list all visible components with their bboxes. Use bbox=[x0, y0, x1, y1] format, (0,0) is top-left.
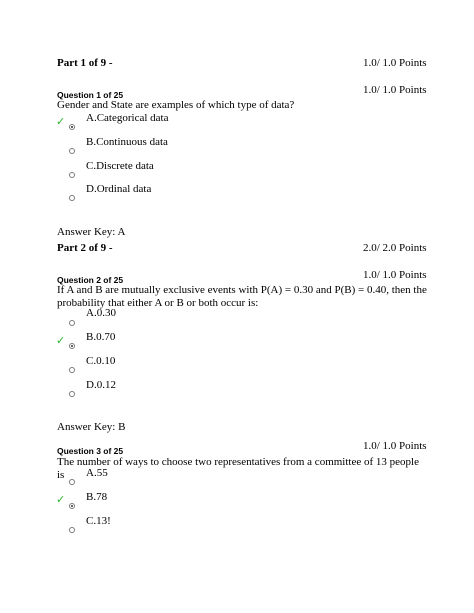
question-text: Gender and State are examples of which type of data? bbox=[57, 99, 295, 111]
question-label: Question 3 of 25 bbox=[57, 446, 124, 456]
part-title: Part 1 of 9 - bbox=[57, 57, 113, 69]
part-title: Part 2 of 9 - bbox=[57, 242, 113, 254]
question-text: The number of ways to choose two representatives from a committee of 13 people is bbox=[57, 456, 419, 481]
radio-option-a[interactable] bbox=[69, 124, 75, 130]
checkmark-icon: ✓ bbox=[56, 493, 66, 506]
question-text: If A and B are mutually exclusive events with P(A) = 0.30 and P(B) = 0.40, then the probability that either A or B or both occur is: bbox=[57, 284, 427, 309]
answer-key: Answer Key: A bbox=[57, 226, 126, 238]
option-c-label: C.13! bbox=[86, 515, 111, 527]
question-points: 1.0/ 1.0 Points bbox=[363, 440, 427, 452]
question-points: 1.0/ 1.0 Points bbox=[363, 84, 427, 96]
radio-option-d[interactable] bbox=[69, 391, 75, 397]
question-points: 1.0/ 1.0 Points bbox=[363, 269, 427, 281]
question-label: Question 1 of 25 bbox=[57, 90, 124, 100]
radio-option-a[interactable] bbox=[69, 320, 75, 326]
option-b-label: B.78 bbox=[86, 491, 108, 503]
checkmark-icon: ✓ bbox=[56, 334, 66, 347]
radio-option-a[interactable] bbox=[69, 479, 75, 485]
radio-option-b[interactable] bbox=[69, 148, 75, 154]
option-a-label: A.0.30 bbox=[86, 307, 116, 319]
part-points: 1.0/ 1.0 Points bbox=[363, 57, 427, 69]
option-b-label: B.0.70 bbox=[86, 331, 116, 343]
part-points: 2.0/ 2.0 Points bbox=[363, 242, 427, 254]
radio-option-c[interactable] bbox=[69, 172, 75, 178]
radio-option-b[interactable] bbox=[69, 343, 75, 349]
answer-key: Answer Key: B bbox=[57, 421, 126, 433]
option-d-label: D.0.12 bbox=[86, 379, 116, 391]
checkmark-icon: ✓ bbox=[56, 115, 66, 128]
radio-option-d[interactable] bbox=[69, 195, 75, 201]
radio-option-c[interactable] bbox=[69, 367, 75, 373]
option-d-label: D.Ordinal data bbox=[86, 183, 152, 195]
option-a-label: A.Categorical data bbox=[86, 112, 169, 124]
question-label: Question 2 of 25 bbox=[57, 275, 124, 285]
option-c-label: C.Discrete data bbox=[86, 160, 154, 172]
option-c-label: C.0.10 bbox=[86, 355, 116, 367]
radio-option-b[interactable] bbox=[69, 503, 75, 509]
option-b-label: B.Continuous data bbox=[86, 136, 168, 148]
radio-option-c[interactable] bbox=[69, 527, 75, 533]
option-a-label: A.55 bbox=[86, 467, 108, 479]
